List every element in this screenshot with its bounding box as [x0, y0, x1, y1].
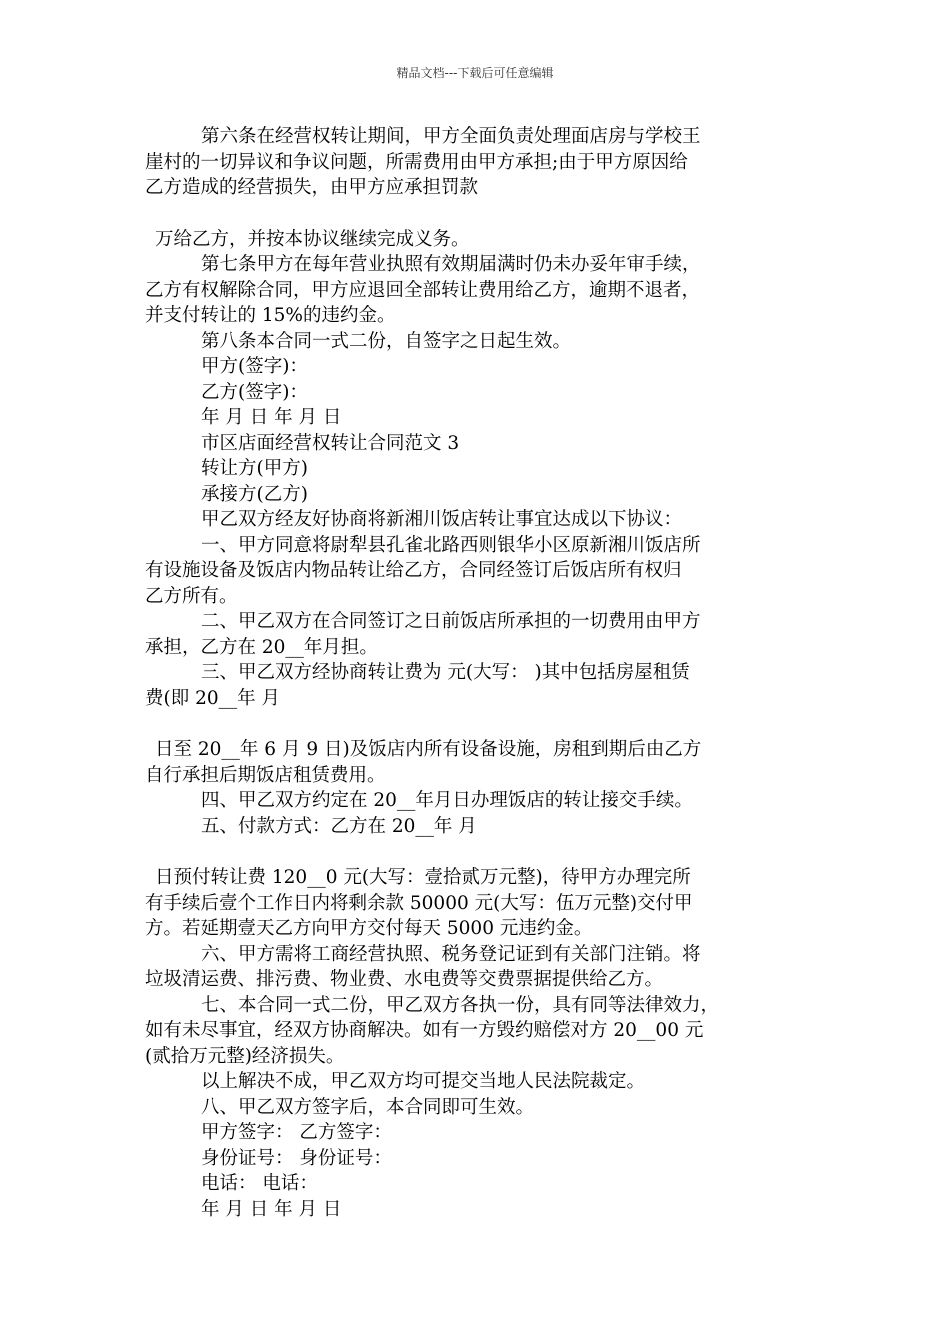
text-line: 万给乙方，并按本协议继续完成义务。	[155, 228, 470, 250]
text-line: 方。若延期壹天乙方向甲方交付每天 5000 元违约金。	[145, 918, 593, 939]
blank-line	[145, 839, 821, 865]
text-line: 日预付转让费 120__0 元(大写：壹拾贰万元整)，待甲方办理完所	[155, 867, 691, 888]
text-line: 日至 20__年 6 月 9 日)及饭店内所有设备设施，房租到期后由乙方	[155, 739, 702, 760]
text-line: 乙方有权解除合同，甲方应退回全部转让费用给乙方，逾期不退者，	[145, 279, 701, 301]
text-line: 甲方(签字)：	[201, 356, 308, 377]
blank-line	[145, 711, 821, 737]
text-line: 费(即 20__年 月	[145, 687, 281, 709]
text-line: 如有未尽事宜，经双方协商解决。如有一方毁约赔偿对方 20__00 元	[145, 1020, 704, 1041]
text-line: 一、甲方同意将尉犁县孔雀北路西则银华小区原新湘川饭店所	[201, 534, 701, 556]
text-line: 转让方(甲方)	[201, 458, 308, 479]
text-line: 第六条在经营权转让期间，甲方全面负责处理面店房与学校王	[201, 126, 701, 147]
document-body	[145, 124, 821, 1222]
text-line: 乙方(签字)：	[201, 381, 308, 403]
text-line: 四、甲乙双方约定在 20__年月日办理饭店的转让接交手续。	[201, 790, 693, 811]
text-line: 五、付款方式：乙方在 20__年 月	[201, 815, 477, 837]
text-line: 六、甲方需将工商经营执照、税务登记证到有关部门注销。将	[201, 943, 701, 965]
text-line: 电话： 电话：	[201, 1173, 318, 1194]
page-header: 精品文档---下载后可任意编辑	[396, 66, 554, 80]
text-line: 甲乙双方经友好协商将新湘川饭店转让事宜达成以下协议：	[201, 509, 683, 530]
text-line: 有设施设备及饭店内物品转让给乙方，合同经签订后饭店所有权归	[145, 560, 682, 581]
text-line: 并支付转让的 15%的违约金。	[145, 305, 396, 326]
text-line: 身份证号： 身份证号：	[201, 1147, 392, 1169]
text-line: 第七条甲方在每年营业执照有效期届满时仍未办妥年审手续，	[201, 254, 701, 275]
text-line: 承接方(乙方)	[201, 483, 308, 505]
blank-line	[145, 201, 821, 227]
text-line: 崖村的一切异议和争议问题，所需费用由甲方承担;由于甲方原因给	[145, 151, 688, 173]
text-line: 垃圾清运费、排污费、物业费、水电费等交费票据提供给乙方。	[145, 969, 664, 990]
text-line: 甲方签字： 乙方签字：	[201, 1122, 392, 1143]
text-line: 第八条本合同一式二份，自签字之日起生效。	[201, 330, 572, 352]
text-line: 自行承担后期饭店租赁费用。	[145, 764, 386, 786]
text-line: 八、甲乙双方签字后，本合同即可生效。	[201, 1096, 535, 1118]
text-line: 年 月 日 年 月 日	[201, 1198, 342, 1220]
text-line: 有手续后壹个工作日内将剩余款 50000 元(大写：伍万元整)交付甲	[145, 892, 693, 914]
text-line: 二、甲乙双方在合同签订之日前饭店所承担的一切费用由甲方	[201, 611, 701, 632]
text-line: 以上解决不成，甲乙双方均可提交当地人民法院裁定。	[201, 1071, 646, 1092]
text-line: 承担，乙方在 20__年月担。	[145, 636, 378, 658]
text-line: 年 月 日 年 月 日	[201, 407, 342, 428]
text-line: 乙方造成的经营损失，由甲方应承担罚款	[145, 177, 479, 198]
text-line: (贰拾万元整)经济损失。	[145, 1045, 345, 1067]
text-line: 市区店面经营权转让合同范文 3	[201, 432, 460, 454]
text-line: 乙方所有。	[145, 585, 238, 607]
text-line: 三、甲乙双方经协商转让费为 元(大写： )其中包括房屋租赁	[201, 662, 690, 683]
text-line: 七、本合同一式二份，甲乙双方各执一份，具有同等法律效力，	[201, 994, 720, 1016]
